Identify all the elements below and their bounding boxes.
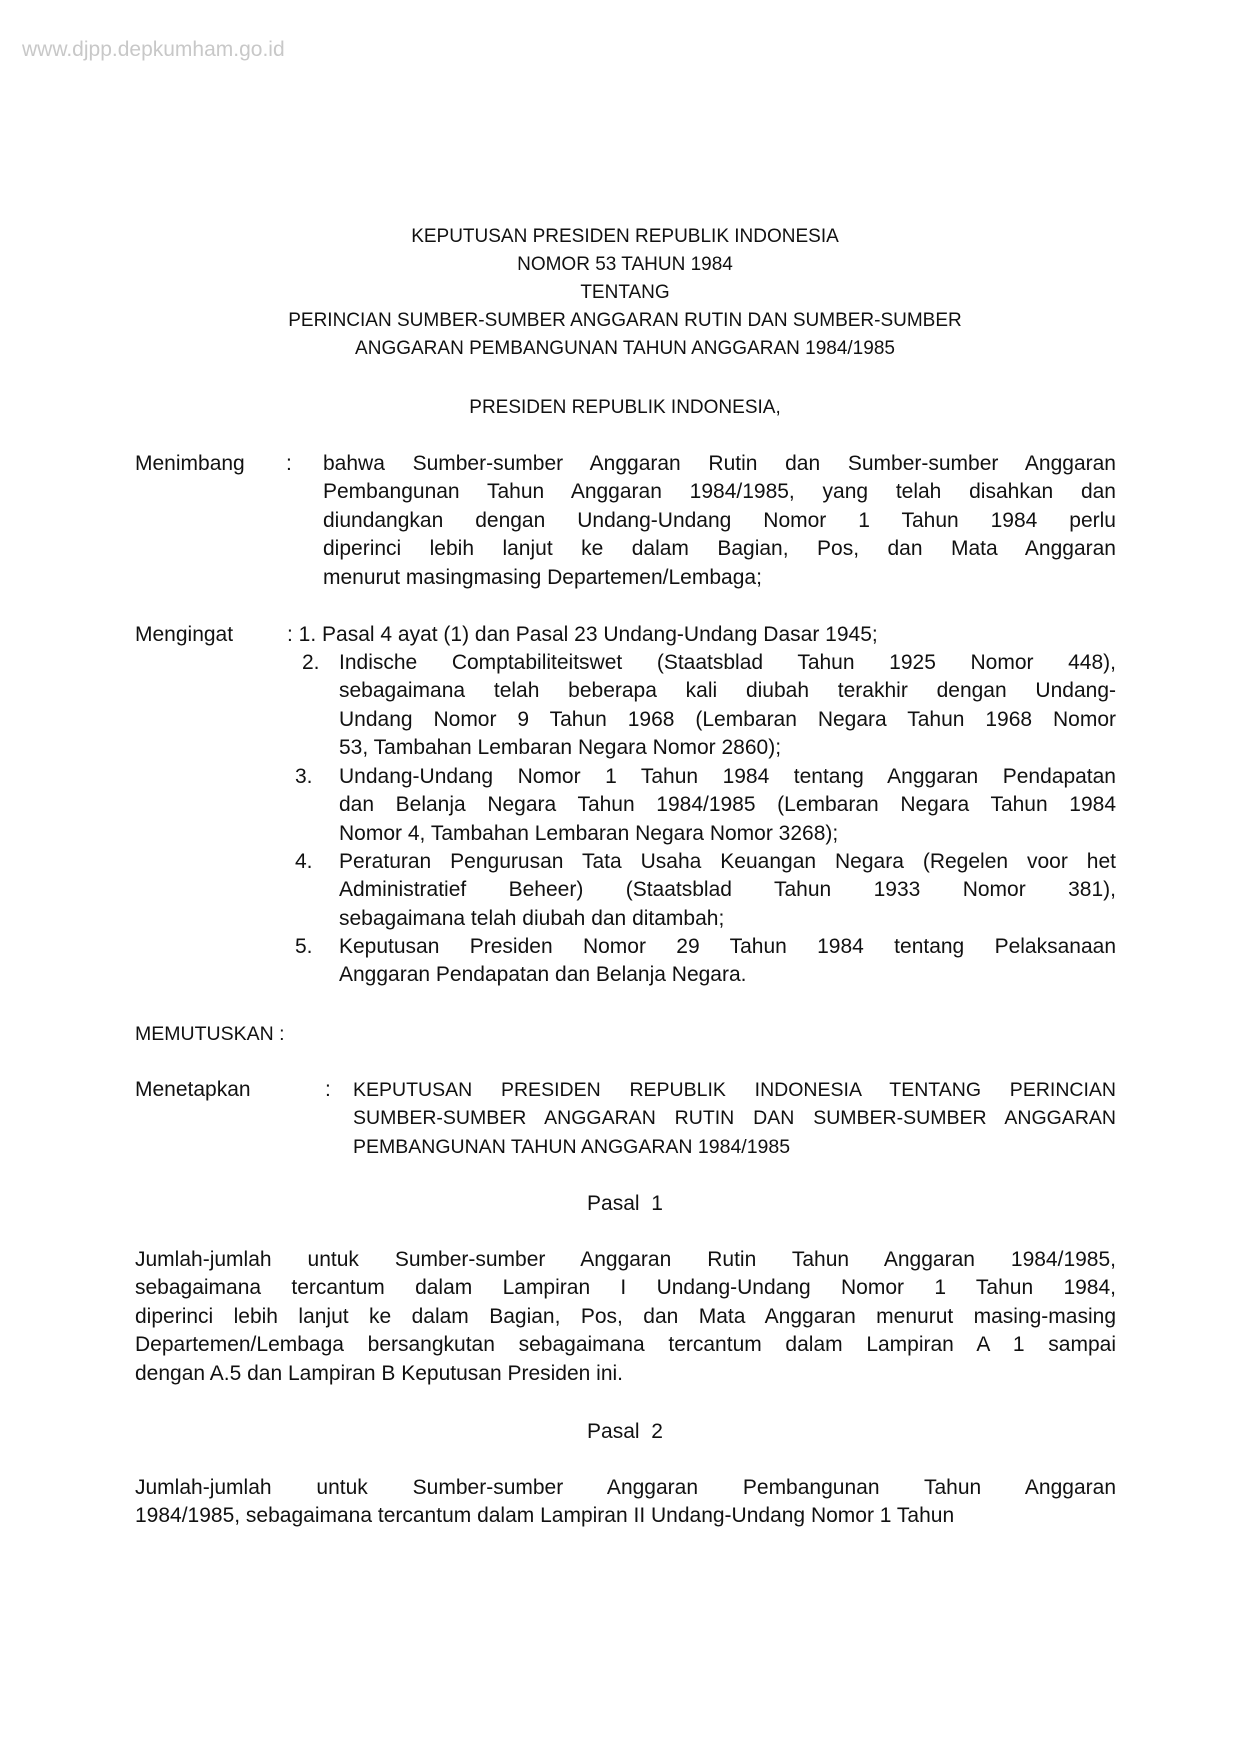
text-line: Nomor 4, Tambahan Lembaran Negara Nomor 3268); — [339, 821, 839, 845]
menetapkan-text — [353, 1076, 1116, 1161]
mengingat-item-1: : 1. Pasal 4 ayat (1) dan Pasal 23 Undang-Undang Dasar 1945; — [287, 623, 878, 646]
text-line: bahwa Sumber-sumber Anggaran Rutin dan Sumber-sumber Anggaran — [323, 452, 1116, 475]
text-line: Undang-Undang Nomor 1 Tahun 1984 tentang Anggaran Pendapatan — [339, 765, 1116, 788]
mengingat-item-3 — [339, 763, 1116, 848]
document-header — [0, 223, 1240, 363]
text-line: dan Belanja Negara Tahun 1984/1985 (Lembaran Negara Tahun 1984 — [339, 793, 1116, 817]
text-line: Anggaran Pendapatan dan Belanja Negara. — [339, 963, 747, 987]
president-heading: PRESIDEN REPUBLIK INDONESIA, — [469, 397, 781, 418]
menetapkan-colon: : — [325, 1078, 331, 1101]
text-line: sebagaimana telah diubah dan ditambah; — [339, 906, 725, 930]
text-line: diperinci lebih lanjut ke dalam Bagian, Pos, dan Mata Anggaran — [323, 537, 1116, 561]
menimbang-colon: : — [286, 452, 292, 475]
header-line: PERINCIAN SUMBER-SUMBER ANGGARAN RUTIN DAN SUMBER-SUMBER — [288, 310, 962, 331]
text-line: Keputusan Presiden Nomor 29 Tahun 1984 tentang Pelaksanaan — [339, 935, 1116, 958]
header-line: ANGGARAN PEMBANGUNAN TAHUN ANGGARAN 1984/1985 — [355, 338, 895, 359]
mengingat-item-5 — [339, 933, 1116, 990]
text-line: Departemen/Lembaga bersangkutan sebagaimana tercantum dalam Lampiran A 1 sampai — [135, 1333, 1116, 1357]
text-line: Peraturan Pengurusan Tata Usaha Keuangan Negara (Regelen voor het — [339, 850, 1116, 873]
pasal-1-title: Pasal 1 — [587, 1192, 663, 1215]
header-line: TENTANG — [580, 282, 670, 303]
pasal-2-title: Pasal 2 — [587, 1420, 663, 1443]
mengingat-item-4 — [339, 848, 1116, 933]
item-number: 3. — [295, 765, 313, 788]
text-line: Indische Comptabiliteitswet (Staatsblad Tahun 1925 Nomor 448), — [339, 651, 1116, 674]
text-line: diundangkan dengan Undang-Undang Nomor 1 Tahun 1984 perlu — [323, 508, 1116, 532]
text-line: Jumlah-jumlah untuk Sumber-sumber Anggaran Rutin Tahun Anggaran 1984/1985, — [135, 1248, 1116, 1271]
text-line: sebagaimana telah beberapa kali diubah terakhir dengan Undang- — [339, 679, 1116, 703]
watermark: www.djpp.depkumham.go.id — [22, 38, 285, 61]
text-line: Administratief Beheer) (Staatsblad Tahun 1933 Nomor 381), — [339, 878, 1116, 902]
item-number: 2. — [302, 651, 320, 674]
menimbang-text — [323, 450, 1116, 592]
memutuskan-heading: MEMUTUSKAN : — [135, 1023, 285, 1045]
pasal-1-text — [135, 1246, 1116, 1388]
text-line: 53, Tambahan Lembaran Negara Nomor 2860); — [339, 736, 782, 760]
item-number: 5. — [295, 935, 313, 958]
text-line: SUMBER-SUMBER ANGGARAN RUTIN DAN SUMBER-SUMBER ANGGARAN — [353, 1107, 1116, 1130]
text-line: 1984/1985, sebagaimana tercantum dalam Lampiran II Undang-Undang Nomor 1 Tahun — [135, 1504, 955, 1528]
header-line: KEPUTUSAN PRESIDEN REPUBLIK INDONESIA — [411, 226, 839, 247]
menetapkan-label: Menetapkan — [135, 1078, 251, 1101]
text-line: dengan A.5 dan Lampiran B Keputusan Presiden ini. — [135, 1361, 624, 1385]
text-line: KEPUTUSAN PRESIDEN REPUBLIK INDONESIA TENTANG PERINCIAN — [353, 1079, 1116, 1101]
text-line: sebagaimana tercantum dalam Lampiran I Undang-Undang Nomor 1 Tahun 1984, — [135, 1276, 1116, 1300]
text-line: Jumlah-jumlah untuk Sumber-sumber Anggaran Pembangunan Tahun Anggaran — [135, 1476, 1116, 1499]
header-line: NOMOR 53 TAHUN 1984 — [517, 254, 733, 275]
mengingat-item-2 — [339, 649, 1116, 763]
text-line: Pembangunan Tahun Anggaran 1984/1985, yang telah disahkan dan — [323, 480, 1116, 504]
pasal-2-text — [135, 1474, 1116, 1531]
text-line: PEMBANGUNAN TAHUN ANGGARAN 1984/1985 — [353, 1135, 791, 1158]
text-line: Undang Nomor 9 Tahun 1968 (Lembaran Negara Tahun 1968 Nomor — [339, 707, 1116, 731]
item-number: 4. — [295, 850, 313, 873]
text-line: menurut masingmasing Departemen/Lembaga; — [323, 565, 762, 589]
menimbang-label: Menimbang — [135, 452, 245, 475]
text-line: diperinci lebih lanjut ke dalam Bagian, Pos, dan Mata Anggaran menurut masing-masing — [135, 1304, 1116, 1328]
mengingat-label: Mengingat — [135, 623, 234, 646]
